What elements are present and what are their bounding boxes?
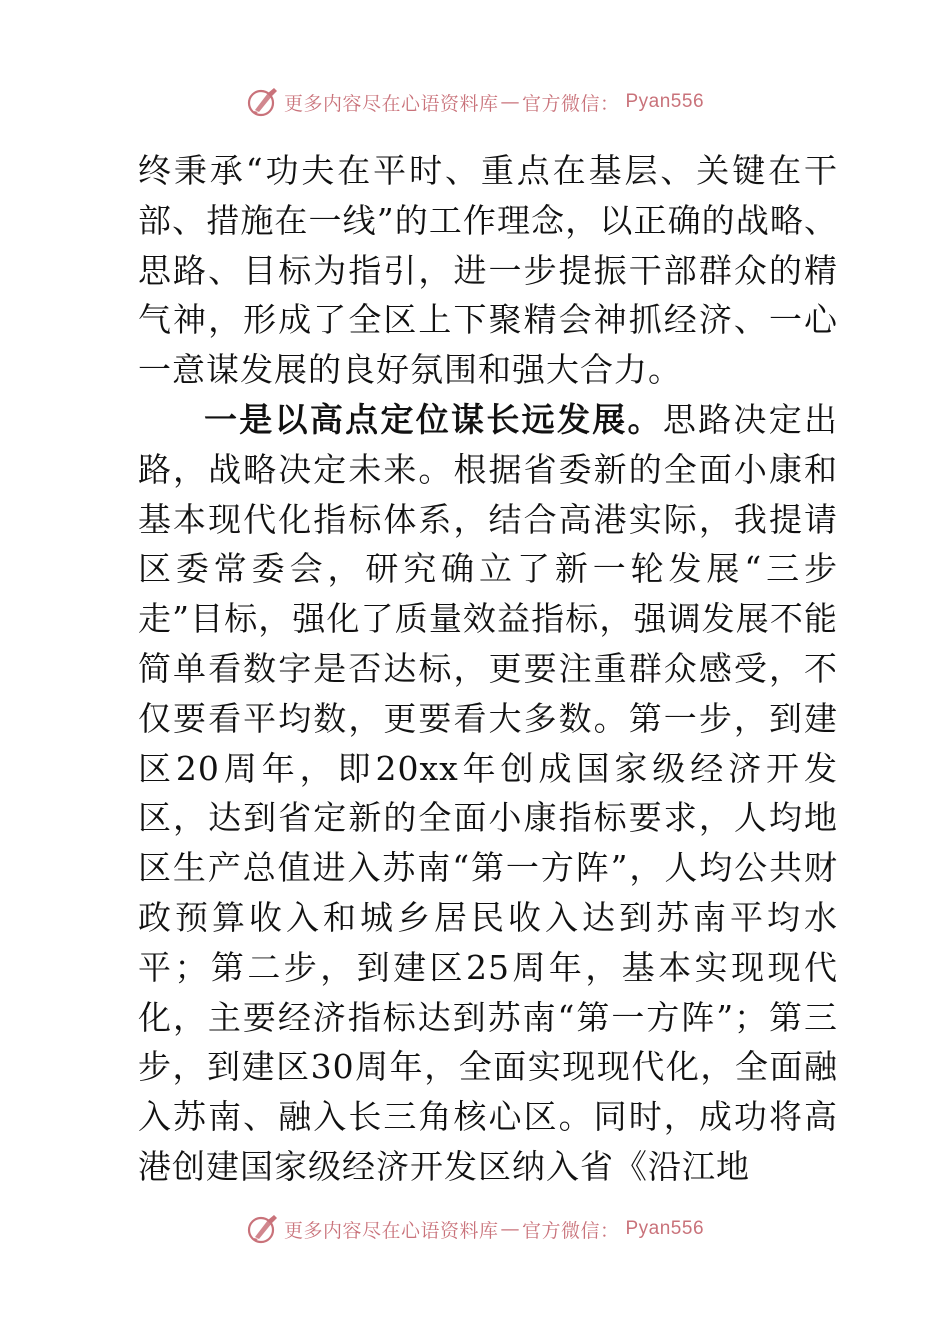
pen-logo-icon: [246, 1212, 280, 1246]
watermark-text: 更多内容尽在心语资料库: [283, 92, 499, 115]
paragraph-1: [138, 146, 838, 395]
watermark-separator: —: [500, 1218, 520, 1240]
document-body: [138, 146, 838, 1192]
watermark-wechat-id: Pyan556: [625, 1218, 705, 1239]
paragraph-1-text: 终秉承“功夫在平时、重点在基层、关键在干部、措施在一线”的工作理念，以正确的战略、思路、目标为指引，进一步提振干部群众的精气神，形成了全区上下聚精会神抓经济、一心一意谋发展的良好氛围和强大合力。: [138, 151, 838, 390]
paragraph-2-bold-lead: 一是以高点定位谋长远发展。: [204, 399, 663, 439]
watermark-text: 更多内容尽在心语资料库: [283, 1219, 499, 1242]
watermark-wechat-label: 官方微信：: [521, 92, 620, 115]
paragraph-2-text: 思路决定出路，战略决定未来。根据省委新的全面小康和基本现代化指标体系，结合高港实际，我提请区委常委会，研究确立了新一轮发展“三步走”目标，强化了质量效益指标，强调发展不能简单看数字是否达标，更要注重群众感受，不仅要看平均数，更要看大多数。第一步，到建区20周年，即20xx年创成国家级经济开发区，达到省定新的全面小康指标要求，人均地区生产总值进入苏南“第一方阵”，人均公共财政预算收入和城乡居民收入达到苏南平均水平；第二步，到建区25周年，基本实现现代化，主要经济指标达到苏南“第一方阵”；第三步，到建区30周年，全面实现现代化，全面融入苏南、融入长三角核心区。同时，成功将高港创建国家级经济开发区纳入省《沿江地: [138, 399, 839, 1186]
watermark-separator: —: [500, 91, 520, 113]
watermark-wechat-label: 官方微信：: [521, 1219, 620, 1242]
footer-watermark: [0, 1209, 950, 1249]
header-watermark: [0, 82, 950, 122]
pen-logo-icon: [246, 85, 280, 119]
watermark-wechat-id: Pyan556: [625, 91, 705, 112]
paragraph-2: [138, 395, 838, 1192]
